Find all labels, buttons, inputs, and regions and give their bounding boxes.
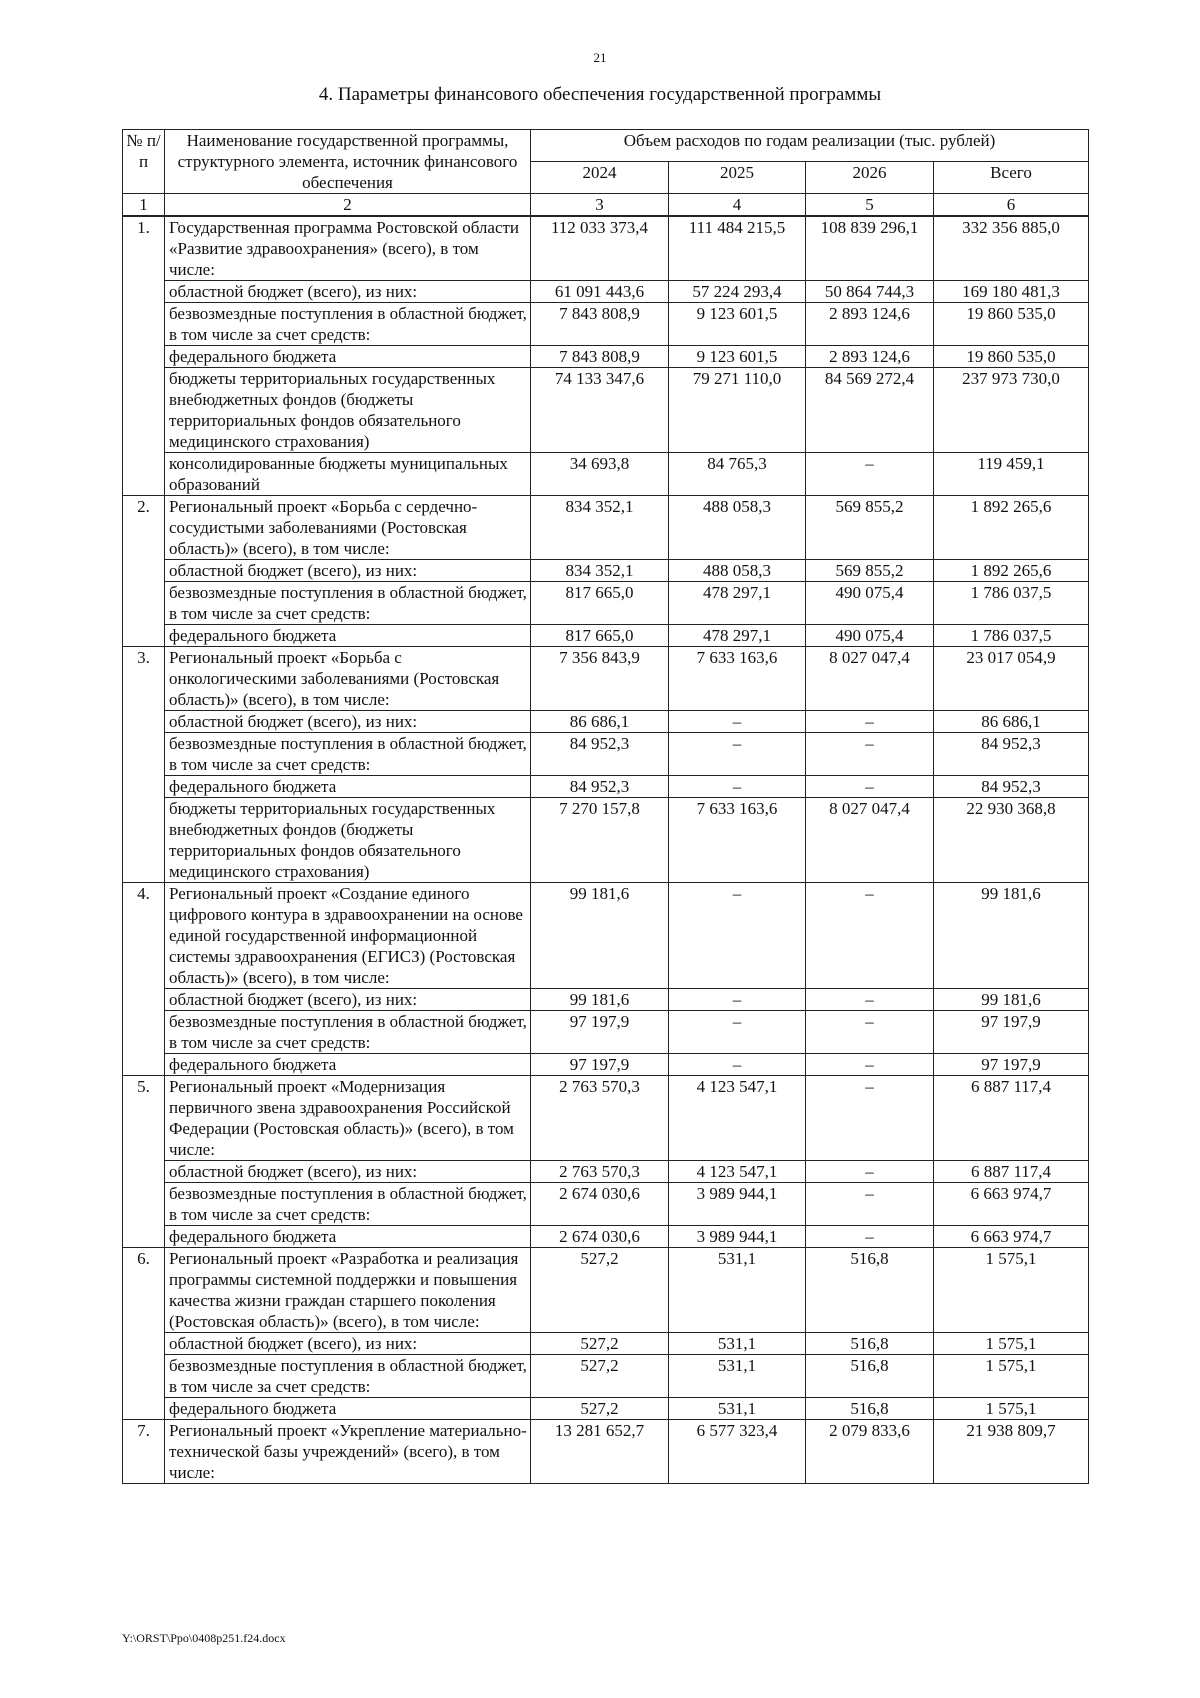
value-2025: 478 297,1: [669, 582, 806, 625]
table-row: [123, 798, 1089, 883]
header-volume: Объем расходов по годам реализации (тыс. рублей): [531, 130, 1089, 162]
value-2025: 7 633 163,6: [669, 647, 806, 711]
value-2024: 7 843 808,9: [531, 346, 669, 368]
row-name: Региональный проект «Борьба с онкологическими заболеваниями (Ростовская область)» (всего), в том числе:: [165, 647, 531, 711]
value-2025: –: [669, 1011, 806, 1054]
table-row: [123, 453, 1089, 496]
row-number: 1.: [123, 216, 165, 496]
value-2025: –: [669, 711, 806, 733]
value-total: 97 197,9: [934, 1054, 1089, 1076]
value-2025: 111 484 215,5: [669, 216, 806, 281]
value-2026: 516,8: [806, 1248, 934, 1333]
table-header: [123, 130, 1089, 217]
value-2025: –: [669, 733, 806, 776]
value-total: 1 786 037,5: [934, 625, 1089, 647]
header-total: Всего: [934, 162, 1089, 194]
table-row: [123, 711, 1089, 733]
value-2025: 9 123 601,5: [669, 346, 806, 368]
row-name: областной бюджет (всего), из них:: [165, 1333, 531, 1355]
value-2025: 4 123 547,1: [669, 1161, 806, 1183]
value-2026: –: [806, 1076, 934, 1161]
value-2026: –: [806, 989, 934, 1011]
row-number: 7.: [123, 1420, 165, 1484]
header-year-2026: 2026: [806, 162, 934, 194]
row-name: безвозмездные поступления в областной бюджет, в том числе за счет средств:: [165, 1183, 531, 1226]
value-2024: 2 763 570,3: [531, 1076, 669, 1161]
value-2025: 6 577 323,4: [669, 1420, 806, 1484]
row-name: федерального бюджета: [165, 1398, 531, 1420]
value-2025: 3 989 944,1: [669, 1226, 806, 1248]
value-2026: 569 855,2: [806, 560, 934, 582]
row-number: 6.: [123, 1248, 165, 1420]
row-name: бюджеты территориальных государственных внебюджетных фондов (бюджеты территориальных фондов обязательного медицинского страхования): [165, 798, 531, 883]
table-row: [123, 560, 1089, 582]
header-num: № п/п: [123, 130, 165, 194]
value-2025: –: [669, 1054, 806, 1076]
value-2024: 817 665,0: [531, 625, 669, 647]
value-2026: –: [806, 776, 934, 798]
table-row: [123, 346, 1089, 368]
value-2024: 527,2: [531, 1248, 669, 1333]
value-2025: –: [669, 989, 806, 1011]
value-2024: 527,2: [531, 1333, 669, 1355]
row-name: федерального бюджета: [165, 776, 531, 798]
value-2024: 84 952,3: [531, 776, 669, 798]
row-name: безвозмездные поступления в областной бюджет, в том числе за счет средств:: [165, 582, 531, 625]
row-name: бюджеты территориальных государственных внебюджетных фондов (бюджеты территориальных фондов обязательного медицинского страхования): [165, 368, 531, 453]
value-2025: 7 633 163,6: [669, 798, 806, 883]
value-2025: 4 123 547,1: [669, 1076, 806, 1161]
value-2026: –: [806, 1183, 934, 1226]
value-2026: 2 079 833,6: [806, 1420, 934, 1484]
value-2024: 86 686,1: [531, 711, 669, 733]
value-total: 6 663 974,7: [934, 1183, 1089, 1226]
table-row: [123, 216, 1089, 281]
row-name: безвозмездные поступления в областной бюджет, в том числе за счет средств:: [165, 1355, 531, 1398]
table-row: [123, 1398, 1089, 1420]
value-total: 6 887 117,4: [934, 1161, 1089, 1183]
value-total: 1 892 265,6: [934, 560, 1089, 582]
row-number: 4.: [123, 883, 165, 1076]
value-2025: 488 058,3: [669, 496, 806, 560]
table-row: [123, 733, 1089, 776]
table-row: [123, 1226, 1089, 1248]
value-total: 332 356 885,0: [934, 216, 1089, 281]
row-number: 3.: [123, 647, 165, 883]
value-2025: 531,1: [669, 1333, 806, 1355]
value-2026: 108 839 296,1: [806, 216, 934, 281]
value-total: 19 860 535,0: [934, 346, 1089, 368]
row-name: безвозмездные поступления в областной бюджет, в том числе за счет средств:: [165, 303, 531, 346]
value-2024: 817 665,0: [531, 582, 669, 625]
value-total: 1 575,1: [934, 1248, 1089, 1333]
value-total: 84 952,3: [934, 733, 1089, 776]
value-2024: 834 352,1: [531, 496, 669, 560]
value-total: 99 181,6: [934, 883, 1089, 989]
column-number: 4: [669, 194, 806, 217]
table-row: [123, 1011, 1089, 1054]
value-2026: –: [806, 1226, 934, 1248]
value-2024: 74 133 347,6: [531, 368, 669, 453]
value-2025: 9 123 601,5: [669, 303, 806, 346]
column-number: 2: [165, 194, 531, 217]
row-name: областной бюджет (всего), из них:: [165, 989, 531, 1011]
row-name: безвозмездные поступления в областной бюджет, в том числе за счет средств:: [165, 733, 531, 776]
value-total: 86 686,1: [934, 711, 1089, 733]
value-2024: 61 091 443,6: [531, 281, 669, 303]
value-2026: 84 569 272,4: [806, 368, 934, 453]
row-number: 2.: [123, 496, 165, 647]
row-name: федерального бюджета: [165, 1054, 531, 1076]
row-name: безвозмездные поступления в областной бюджет, в том числе за счет средств:: [165, 1011, 531, 1054]
value-2025: 488 058,3: [669, 560, 806, 582]
value-2026: 516,8: [806, 1398, 934, 1420]
value-total: 119 459,1: [934, 453, 1089, 496]
value-2026: 2 893 124,6: [806, 346, 934, 368]
value-total: 23 017 054,9: [934, 647, 1089, 711]
table-row: [123, 1076, 1089, 1161]
value-total: 1 575,1: [934, 1355, 1089, 1398]
header-year-2024: 2024: [531, 162, 669, 194]
value-2025: 3 989 944,1: [669, 1183, 806, 1226]
value-2024: 13 281 652,7: [531, 1420, 669, 1484]
value-total: 21 938 809,7: [934, 1420, 1089, 1484]
table-row: [123, 1333, 1089, 1355]
value-total: 169 180 481,3: [934, 281, 1089, 303]
table-body: [123, 216, 1089, 1484]
value-2024: 527,2: [531, 1398, 669, 1420]
value-2025: 531,1: [669, 1248, 806, 1333]
value-2026: 569 855,2: [806, 496, 934, 560]
header-year-2025: 2025: [669, 162, 806, 194]
column-numbers-row: [123, 194, 1089, 217]
row-name: областной бюджет (всего), из них:: [165, 281, 531, 303]
value-total: 22 930 368,8: [934, 798, 1089, 883]
value-2025: –: [669, 776, 806, 798]
value-2026: –: [806, 883, 934, 989]
column-number: 5: [806, 194, 934, 217]
value-2024: 84 952,3: [531, 733, 669, 776]
value-total: 6 663 974,7: [934, 1226, 1089, 1248]
table-row: [123, 776, 1089, 798]
footer-file-path: Y:\ORST\Ppo\0408p251.f24.docx: [122, 1631, 286, 1645]
value-2025: 84 765,3: [669, 453, 806, 496]
section-title: 4. Параметры финансового обеспечения государственной программы: [318, 84, 882, 105]
value-2024: 527,2: [531, 1355, 669, 1398]
row-name: Региональный проект «Модернизация первичного звена здравоохранения Российской Федерации (Ростовская область)» (всего), в том числе:: [165, 1076, 531, 1161]
value-2025: 531,1: [669, 1398, 806, 1420]
table-row: [123, 1248, 1089, 1333]
value-total: 84 952,3: [934, 776, 1089, 798]
value-total: 99 181,6: [934, 989, 1089, 1011]
table-row: [123, 496, 1089, 560]
value-2026: –: [806, 733, 934, 776]
value-2024: 7 270 157,8: [531, 798, 669, 883]
row-name: консолидированные бюджеты муниципальных образований: [165, 453, 531, 496]
row-name: областной бюджет (всего), из них:: [165, 1161, 531, 1183]
table-row: [123, 368, 1089, 453]
value-total: 1 786 037,5: [934, 582, 1089, 625]
value-2026: 516,8: [806, 1355, 934, 1398]
row-name: федерального бюджета: [165, 346, 531, 368]
value-2024: 97 197,9: [531, 1011, 669, 1054]
value-2026: 490 075,4: [806, 582, 934, 625]
value-2024: 2 674 030,6: [531, 1226, 669, 1248]
value-total: 97 197,9: [934, 1011, 1089, 1054]
value-2024: 99 181,6: [531, 883, 669, 989]
row-name: Региональный проект «Создание единого цифрового контура в здравоохранении на основе единой государственной информационной системы здравоохранения (ЕГИСЗ) (Ростовская область)» (всего), в том числе:: [165, 883, 531, 989]
row-name: областной бюджет (всего), из них:: [165, 711, 531, 733]
row-name: Государственная программа Ростовской области «Развитие здравоохранения» (всего), в том числе:: [165, 216, 531, 281]
table-row: [123, 582, 1089, 625]
row-name: федерального бюджета: [165, 1226, 531, 1248]
value-2026: –: [806, 453, 934, 496]
page-number: 21: [593, 50, 607, 65]
value-2025: 79 271 110,0: [669, 368, 806, 453]
table-row: [123, 281, 1089, 303]
value-2026: 8 027 047,4: [806, 798, 934, 883]
value-2025: 57 224 293,4: [669, 281, 806, 303]
value-2024: 7 356 843,9: [531, 647, 669, 711]
value-total: 19 860 535,0: [934, 303, 1089, 346]
value-2025: 531,1: [669, 1355, 806, 1398]
table-row: [123, 1054, 1089, 1076]
table-row: [123, 303, 1089, 346]
table-row: [123, 1420, 1089, 1484]
row-name: Региональный проект «Борьба с сердечно-сосудистыми заболеваниями (Ростовская область)» (всего), в том числе:: [165, 496, 531, 560]
value-2024: 112 033 373,4: [531, 216, 669, 281]
row-name: Региональный проект «Укрепление материально-технической базы учреждений» (всего), в том числе:: [165, 1420, 531, 1484]
row-name: Региональный проект «Разработка и реализация программы системной поддержки и повышения качества жизни граждан старшего поколения (Ростовская область)» (всего), в том числе:: [165, 1248, 531, 1333]
value-total: 1 575,1: [934, 1398, 1089, 1420]
table-row: [123, 647, 1089, 711]
value-2026: –: [806, 1054, 934, 1076]
value-2025: 478 297,1: [669, 625, 806, 647]
value-2026: –: [806, 711, 934, 733]
row-name: областной бюджет (всего), из них:: [165, 560, 531, 582]
value-2024: 2 674 030,6: [531, 1183, 669, 1226]
row-number: 5.: [123, 1076, 165, 1248]
value-total: 1 892 265,6: [934, 496, 1089, 560]
financing-table: [122, 129, 1089, 1484]
value-2026: 2 893 124,6: [806, 303, 934, 346]
value-2026: 490 075,4: [806, 625, 934, 647]
table-row: [123, 1161, 1089, 1183]
value-2026: 50 864 744,3: [806, 281, 934, 303]
value-2025: –: [669, 883, 806, 989]
column-number: 3: [531, 194, 669, 217]
value-2024: 99 181,6: [531, 989, 669, 1011]
value-2024: 834 352,1: [531, 560, 669, 582]
value-2026: 8 027 047,4: [806, 647, 934, 711]
table-row: [123, 989, 1089, 1011]
header-name: Наименование государственной программы, структурного элемента, источник финансового обеспечения: [165, 130, 531, 194]
table-row: [123, 1355, 1089, 1398]
column-number: 1: [123, 194, 165, 217]
value-2024: 7 843 808,9: [531, 303, 669, 346]
value-total: 237 973 730,0: [934, 368, 1089, 453]
table-row: [123, 883, 1089, 989]
value-2026: 516,8: [806, 1333, 934, 1355]
column-number: 6: [934, 194, 1089, 217]
value-total: 1 575,1: [934, 1333, 1089, 1355]
value-2024: 2 763 570,3: [531, 1161, 669, 1183]
value-2026: –: [806, 1011, 934, 1054]
value-total: 6 887 117,4: [934, 1076, 1089, 1161]
table-row: [123, 625, 1089, 647]
table-row: [123, 1183, 1089, 1226]
row-name: федерального бюджета: [165, 625, 531, 647]
value-2024: 97 197,9: [531, 1054, 669, 1076]
value-2024: 34 693,8: [531, 453, 669, 496]
value-2026: –: [806, 1161, 934, 1183]
